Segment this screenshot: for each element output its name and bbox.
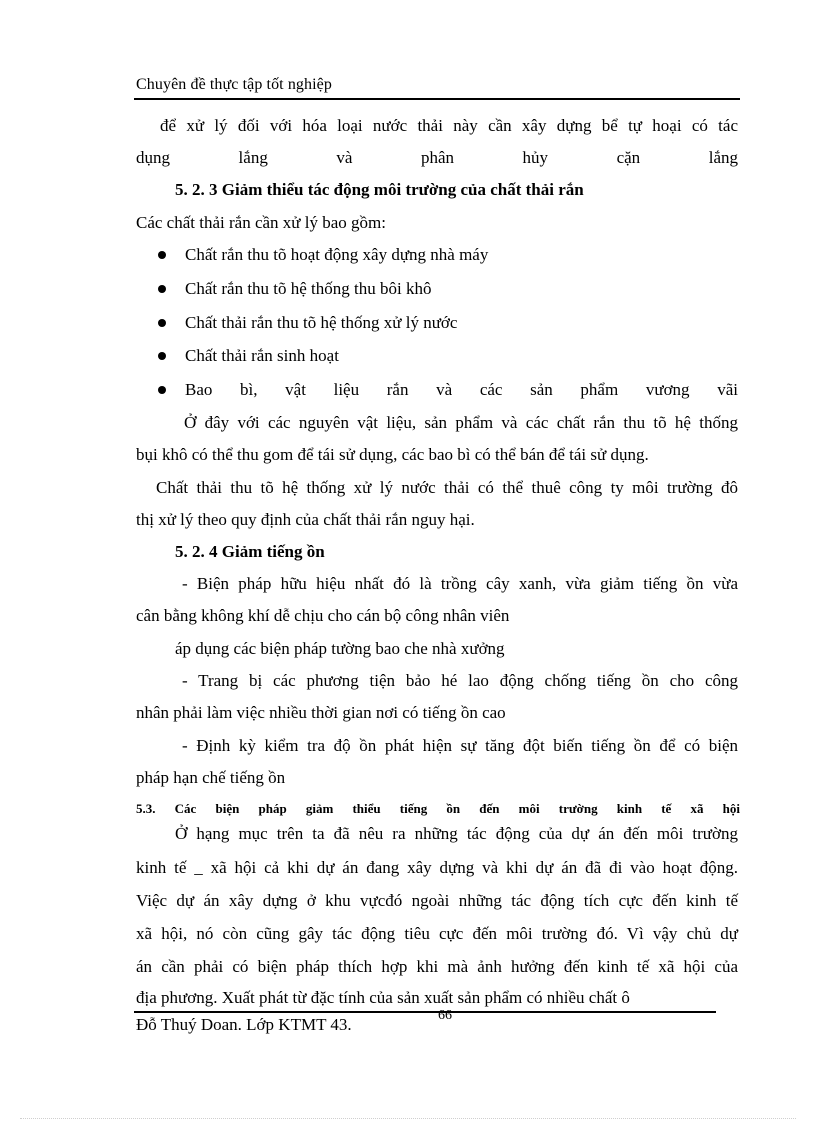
footer-rule [134, 1011, 716, 1013]
paragraph-line: - Trang bị các phương tiện bảo hé lao động chống tiếng ồn cho công [182, 671, 738, 690]
bullet-item: Chất thải rắn thu tõ hệ thống xử lý nước [185, 313, 458, 332]
section-heading-5-2-4: 5. 2. 4 Giảm tiếng ồn [175, 542, 325, 561]
paragraph-line: kinh tế _ xã hội cả khi dự án đang xây dựng và khi dự án đã đi vào hoạt động. [136, 858, 738, 877]
paragraph-line: bụi khô có thể thu gom để tái sử dụng, các bao bì có thể bán để tái sử dụng. [136, 445, 649, 464]
paragraph-line: dụng lắng và phân hủy cặn lắng [136, 148, 738, 167]
paragraph-line: để xử lý đối với hóa loại nước thải này cần xây dựng bể tự hoại có tác [160, 116, 738, 135]
bullet-item: Chất rắn thu tõ hệ thống thu bôi khô [185, 279, 432, 298]
page-number: 66 [438, 1008, 452, 1023]
section-heading-5-3: 5.3. Các biện pháp giảm thiểu tiếng ồn đến môi trường kinh tế xã hội [136, 801, 740, 816]
paragraph-line: - Định kỳ kiểm tra độ ồn phát hiện sự tăng đột biến tiếng ồn để có biện [182, 736, 738, 755]
paragraph-line: nhân phải làm việc nhiều thời gian nơi có tiếng ồn cao [136, 703, 506, 722]
bullet-item: Chất rắn thu tõ hoạt động xây dựng nhà máy [185, 245, 489, 264]
bullet-icon [158, 352, 166, 360]
paragraph-line: - Biện pháp hữu hiệu nhất đó là trồng cây xanh, vừa giảm tiếng ồn vừa [182, 574, 738, 593]
section-intro: Các chất thải rắn cần xử lý bao gồm: [136, 213, 386, 232]
paragraph-line: cân bằng không khí dễ chịu cho cán bộ công nhân viên [136, 606, 510, 625]
paragraph-line: Ở hạng mục trên ta đã nêu ra những tác động của dự án đến môi trường [175, 824, 738, 843]
paragraph-line: pháp hạn chế tiếng ồn [136, 768, 286, 787]
paragraph-line: áp dụng các biện pháp tường bao che nhà xưởng [175, 639, 505, 658]
bullet-icon [158, 319, 166, 327]
section-heading-5-2-3: 5. 2. 3 Giảm thiểu tác động môi trường của chất thải rắn [175, 180, 584, 199]
paragraph-line: án cần phải có biện pháp thích hợp khi mà ảnh hưởng đến kinh tế xã hội của [136, 957, 738, 976]
paragraph-line: xã hội, nó còn cũng gây tác động tiêu cực đến môi trường đó. Vì vậy chủ dự [136, 924, 738, 943]
page-edge-divider [20, 1118, 796, 1119]
bullet-item: Bao bì, vật liệu rắn và các sản phẩm vương vãi [185, 380, 738, 399]
running-header: Chuyên đề thực tập tốt nghiệp [136, 76, 332, 93]
bullet-item: Chất thải rắn sinh hoạt [185, 346, 339, 365]
paragraph-line: Ở đây với các nguyên vật liệu, sản phẩm và các chất rắn thu tõ hệ thống [184, 413, 738, 432]
bullet-icon [158, 285, 166, 293]
paragraph-line: Việc dự án xây dựng ở khu vựcđó ngoài những tác động tích cực đến kinh tế [136, 891, 738, 910]
bullet-icon [158, 251, 166, 259]
footer-author: Đỗ Thuý Doan. Lớp KTMT 43. [136, 1015, 352, 1034]
paragraph-line: thị xử lý theo quy định của chất thải rắn nguy hại. [136, 510, 475, 529]
paragraph-line: địa phương. Xuất phát từ đặc tính của sản xuất sản phẩm có nhiều chất ô [136, 988, 630, 1007]
bullet-icon [158, 386, 166, 394]
header-rule [134, 98, 740, 100]
paragraph-line: Chất thải thu tõ hệ thống xử lý nước thải có thể thuê công ty môi trường đô [156, 478, 738, 497]
